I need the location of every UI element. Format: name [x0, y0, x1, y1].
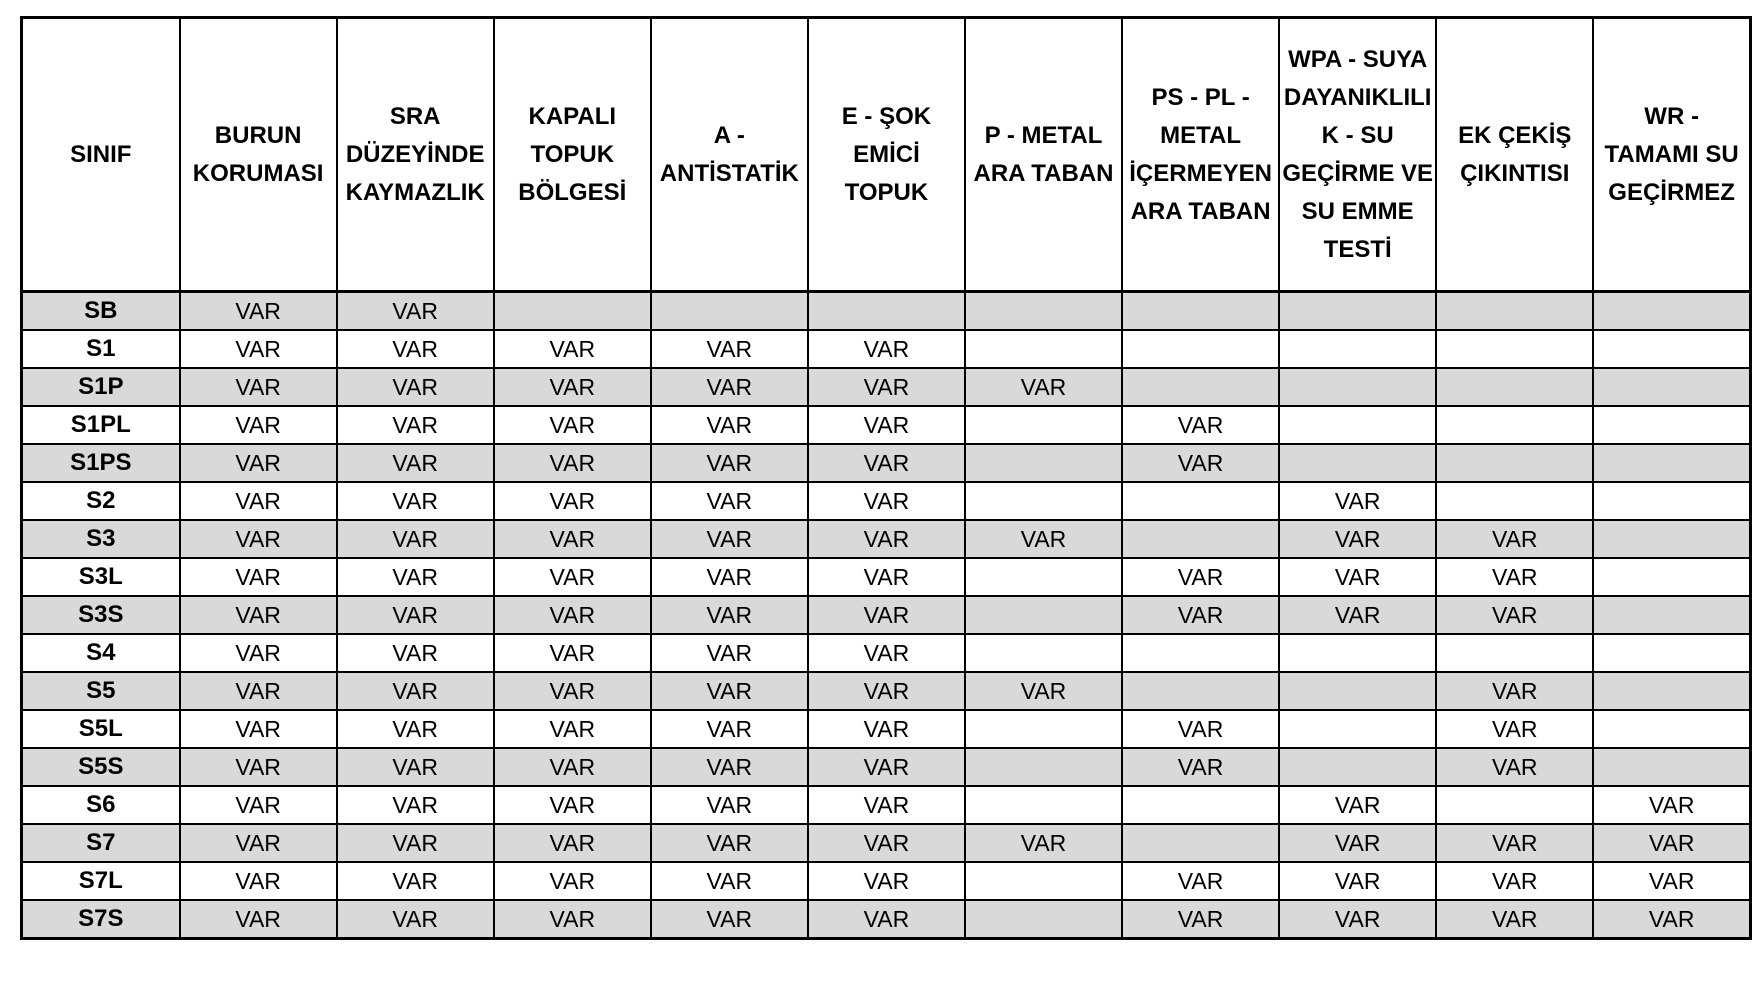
header-row — [22, 18, 1751, 292]
feature-cell: VAR — [1279, 558, 1436, 596]
feature-cell — [965, 558, 1122, 596]
feature-cell — [1122, 482, 1279, 520]
feature-cell: VAR — [808, 558, 965, 596]
feature-cell: VAR — [1436, 558, 1593, 596]
class-cell: S2 — [22, 482, 180, 520]
table-row — [22, 748, 1751, 786]
feature-cell — [1122, 520, 1279, 558]
feature-cell — [1122, 634, 1279, 672]
feature-cell: VAR — [651, 558, 808, 596]
feature-cell: VAR — [1279, 824, 1436, 862]
feature-cell: VAR — [651, 862, 808, 900]
feature-cell: VAR — [337, 786, 494, 824]
feature-cell: VAR — [1436, 748, 1593, 786]
table-row — [22, 634, 1751, 672]
table-row — [22, 596, 1751, 634]
table-row — [22, 444, 1751, 482]
feature-cell — [1593, 596, 1750, 634]
feature-cell — [808, 292, 965, 331]
feature-cell — [1593, 634, 1750, 672]
feature-cell: VAR — [1593, 862, 1750, 900]
feature-cell — [651, 292, 808, 331]
feature-cell: VAR — [808, 444, 965, 482]
header-cell-cleated-outsole: EK ÇEKİŞ ÇIKINTISI — [1436, 18, 1593, 292]
feature-cell — [1279, 634, 1436, 672]
table-row — [22, 368, 1751, 406]
header-cell-class: SINIF — [22, 18, 180, 292]
feature-cell: VAR — [337, 330, 494, 368]
feature-cell: VAR — [808, 368, 965, 406]
feature-cell: VAR — [1593, 786, 1750, 824]
feature-cell: VAR — [651, 710, 808, 748]
table-row — [22, 482, 1751, 520]
feature-cell — [1122, 368, 1279, 406]
feature-cell — [1436, 292, 1593, 331]
feature-cell: VAR — [337, 596, 494, 634]
feature-cell: VAR — [494, 596, 651, 634]
class-cell: S7L — [22, 862, 180, 900]
feature-cell: VAR — [494, 406, 651, 444]
header-cell-toe-protection: BURUN KORUMASI — [180, 18, 337, 292]
table-header — [22, 18, 1751, 292]
feature-cell — [965, 444, 1122, 482]
feature-cell — [1436, 406, 1593, 444]
feature-cell — [1279, 292, 1436, 331]
feature-cell: VAR — [965, 672, 1122, 710]
feature-cell: VAR — [337, 710, 494, 748]
feature-cell — [1122, 330, 1279, 368]
class-cell: S3 — [22, 520, 180, 558]
feature-cell: VAR — [651, 596, 808, 634]
feature-cell — [1436, 634, 1593, 672]
header-cell-sra-slip-resistance: SRA DÜZEYİNDE KAYMAZLIK — [337, 18, 494, 292]
table-row — [22, 710, 1751, 748]
feature-cell: VAR — [180, 710, 337, 748]
feature-cell: VAR — [180, 558, 337, 596]
feature-cell: VAR — [180, 444, 337, 482]
feature-cell — [1593, 558, 1750, 596]
feature-cell: VAR — [337, 406, 494, 444]
header-cell-closed-heel: KAPALI TOPUK BÖLGESİ — [494, 18, 651, 292]
feature-cell: VAR — [337, 368, 494, 406]
feature-cell: VAR — [1279, 520, 1436, 558]
feature-cell: VAR — [1593, 824, 1750, 862]
feature-cell — [1122, 824, 1279, 862]
feature-cell: VAR — [180, 824, 337, 862]
feature-cell — [965, 862, 1122, 900]
feature-cell: VAR — [180, 900, 337, 939]
feature-cell: VAR — [808, 900, 965, 939]
feature-cell: VAR — [180, 596, 337, 634]
class-cell: S5L — [22, 710, 180, 748]
feature-cell: VAR — [494, 786, 651, 824]
table-body — [22, 292, 1751, 939]
feature-cell — [1593, 520, 1750, 558]
feature-cell: VAR — [808, 862, 965, 900]
feature-cell: VAR — [1436, 596, 1593, 634]
header-cell-water-resistant: WR - TAMAMI SU GEÇİRMEZ — [1593, 18, 1750, 292]
feature-cell: VAR — [651, 786, 808, 824]
feature-cell: VAR — [180, 862, 337, 900]
feature-cell — [1279, 368, 1436, 406]
feature-cell — [965, 710, 1122, 748]
feature-cell: VAR — [651, 634, 808, 672]
class-cell: S1P — [22, 368, 180, 406]
table-row — [22, 292, 1751, 331]
class-cell: S3S — [22, 596, 180, 634]
feature-cell: VAR — [1436, 710, 1593, 748]
feature-cell: VAR — [494, 558, 651, 596]
feature-cell: VAR — [180, 672, 337, 710]
feature-cell: VAR — [1279, 862, 1436, 900]
feature-cell: VAR — [337, 292, 494, 331]
feature-cell: VAR — [651, 444, 808, 482]
feature-cell — [965, 482, 1122, 520]
feature-cell — [1593, 330, 1750, 368]
feature-cell — [1436, 368, 1593, 406]
feature-cell: VAR — [180, 634, 337, 672]
feature-cell: VAR — [337, 634, 494, 672]
table-row — [22, 558, 1751, 596]
feature-cell: VAR — [651, 406, 808, 444]
feature-cell: VAR — [651, 748, 808, 786]
feature-cell: VAR — [180, 482, 337, 520]
feature-cell — [1436, 444, 1593, 482]
feature-cell — [965, 330, 1122, 368]
feature-cell — [494, 292, 651, 331]
feature-cell — [1279, 444, 1436, 482]
class-cell: S7 — [22, 824, 180, 862]
feature-cell: VAR — [1122, 596, 1279, 634]
feature-cell — [1436, 330, 1593, 368]
feature-cell: VAR — [180, 406, 337, 444]
feature-cell — [1279, 406, 1436, 444]
feature-cell: VAR — [1436, 520, 1593, 558]
feature-cell: VAR — [337, 444, 494, 482]
feature-cell: VAR — [808, 520, 965, 558]
feature-cell: VAR — [494, 900, 651, 939]
feature-cell: VAR — [1122, 444, 1279, 482]
feature-cell: VAR — [180, 786, 337, 824]
header-cell-non-metal-midsole: PS - PL - METAL İÇERMEYEN ARA TABAN — [1122, 18, 1279, 292]
feature-cell: VAR — [1279, 596, 1436, 634]
feature-cell: VAR — [337, 824, 494, 862]
feature-cell: VAR — [494, 748, 651, 786]
feature-cell — [965, 900, 1122, 939]
feature-cell: VAR — [1122, 748, 1279, 786]
feature-cell: VAR — [337, 862, 494, 900]
feature-cell: VAR — [494, 824, 651, 862]
table-row — [22, 786, 1751, 824]
class-cell: S4 — [22, 634, 180, 672]
feature-cell — [1593, 748, 1750, 786]
feature-cell: VAR — [808, 634, 965, 672]
feature-cell: VAR — [1122, 406, 1279, 444]
table-row — [22, 520, 1751, 558]
feature-cell — [1436, 786, 1593, 824]
feature-cell: VAR — [965, 520, 1122, 558]
feature-cell: VAR — [494, 368, 651, 406]
feature-cell: VAR — [1122, 710, 1279, 748]
feature-cell: VAR — [337, 520, 494, 558]
feature-cell: VAR — [808, 748, 965, 786]
table-row — [22, 672, 1751, 710]
feature-cell: VAR — [651, 482, 808, 520]
class-cell: S1 — [22, 330, 180, 368]
feature-cell: VAR — [808, 710, 965, 748]
feature-cell — [1122, 672, 1279, 710]
feature-cell: VAR — [494, 862, 651, 900]
table-row — [22, 406, 1751, 444]
feature-cell: VAR — [494, 672, 651, 710]
feature-cell: VAR — [180, 368, 337, 406]
feature-cell: VAR — [808, 482, 965, 520]
feature-cell: VAR — [337, 558, 494, 596]
feature-cell: VAR — [1122, 900, 1279, 939]
feature-cell: VAR — [808, 786, 965, 824]
class-cell: S1PS — [22, 444, 180, 482]
table-row — [22, 900, 1751, 939]
feature-cell — [1279, 330, 1436, 368]
feature-cell: VAR — [808, 672, 965, 710]
feature-cell: VAR — [1279, 482, 1436, 520]
feature-cell: VAR — [180, 330, 337, 368]
feature-cell — [1279, 710, 1436, 748]
header-cell-water-penetration: WPA - SUYA DAYANIKLILI K - SU GEÇİRME VE SU EMME TESTİ — [1279, 18, 1436, 292]
class-cell: S1PL — [22, 406, 180, 444]
feature-cell — [1593, 710, 1750, 748]
feature-cell — [1593, 406, 1750, 444]
feature-cell: VAR — [494, 330, 651, 368]
feature-cell: VAR — [180, 292, 337, 331]
feature-cell — [1593, 482, 1750, 520]
feature-cell — [1436, 482, 1593, 520]
feature-cell — [1593, 672, 1750, 710]
feature-cell: VAR — [494, 710, 651, 748]
feature-cell — [1593, 444, 1750, 482]
feature-cell — [1279, 672, 1436, 710]
feature-cell: VAR — [808, 596, 965, 634]
feature-cell: VAR — [337, 482, 494, 520]
class-cell: S7S — [22, 900, 180, 939]
feature-cell: VAR — [337, 672, 494, 710]
feature-cell: VAR — [651, 368, 808, 406]
table-row — [22, 330, 1751, 368]
feature-cell: VAR — [651, 824, 808, 862]
header-cell-shock-absorbing-heel: E - ŞOK EMİCİ TOPUK — [808, 18, 965, 292]
feature-cell — [1122, 292, 1279, 331]
feature-cell: VAR — [1122, 558, 1279, 596]
feature-cell: VAR — [1436, 672, 1593, 710]
feature-cell — [965, 634, 1122, 672]
feature-cell — [965, 748, 1122, 786]
feature-cell: VAR — [1436, 824, 1593, 862]
feature-cell: VAR — [494, 482, 651, 520]
feature-cell: VAR — [494, 634, 651, 672]
feature-cell — [1593, 368, 1750, 406]
header-cell-antistatic: A - ANTİSTATİK — [651, 18, 808, 292]
feature-cell — [1279, 748, 1436, 786]
feature-cell: VAR — [651, 330, 808, 368]
header-cell-metal-midsole: P - METAL ARA TABAN — [965, 18, 1122, 292]
feature-cell — [1593, 292, 1750, 331]
feature-cell — [965, 406, 1122, 444]
feature-cell — [965, 786, 1122, 824]
feature-cell: VAR — [1436, 862, 1593, 900]
table-row — [22, 862, 1751, 900]
feature-cell: VAR — [180, 520, 337, 558]
feature-cell: VAR — [1279, 786, 1436, 824]
feature-cell: VAR — [808, 824, 965, 862]
feature-cell: VAR — [651, 900, 808, 939]
feature-cell: VAR — [965, 824, 1122, 862]
feature-cell — [965, 292, 1122, 331]
feature-cell: VAR — [1122, 862, 1279, 900]
feature-cell: VAR — [808, 330, 965, 368]
table-row — [22, 824, 1751, 862]
feature-cell: VAR — [651, 672, 808, 710]
class-cell: S5S — [22, 748, 180, 786]
feature-cell: VAR — [180, 748, 337, 786]
feature-cell: VAR — [1593, 900, 1750, 939]
feature-cell: VAR — [651, 520, 808, 558]
feature-cell: VAR — [965, 368, 1122, 406]
class-cell: S6 — [22, 786, 180, 824]
feature-cell — [1122, 786, 1279, 824]
class-cell: SB — [22, 292, 180, 331]
feature-cell: VAR — [494, 520, 651, 558]
class-cell: S5 — [22, 672, 180, 710]
safety-shoe-class-table — [20, 16, 1752, 940]
feature-cell: VAR — [808, 406, 965, 444]
feature-cell: VAR — [1279, 900, 1436, 939]
feature-cell — [965, 596, 1122, 634]
feature-cell: VAR — [337, 900, 494, 939]
feature-cell: VAR — [494, 444, 651, 482]
feature-cell: VAR — [337, 748, 494, 786]
class-cell: S3L — [22, 558, 180, 596]
feature-cell: VAR — [1436, 900, 1593, 939]
